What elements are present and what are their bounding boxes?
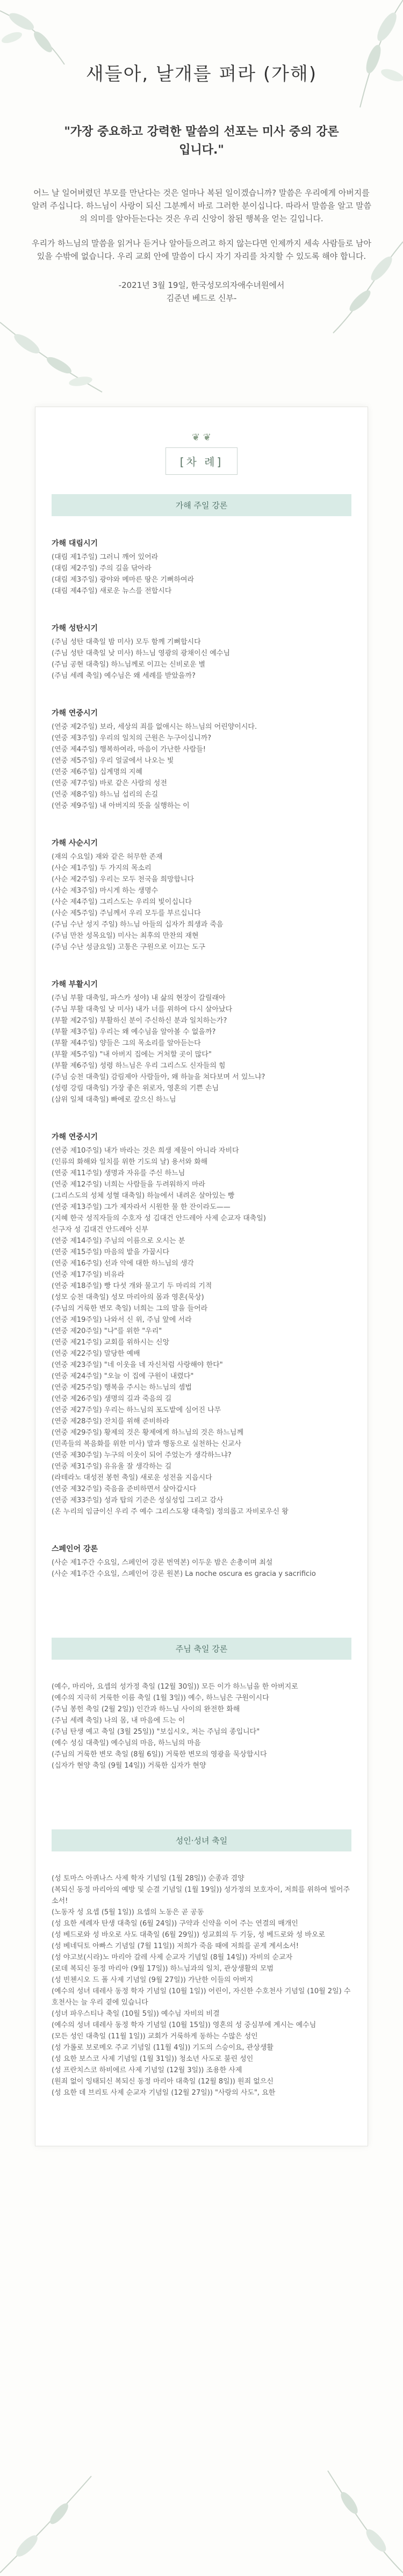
toc-entry[interactable]: (연중 제11주일) 생명과 자유를 주신 하느님	[52, 1169, 185, 1177]
toc-entry[interactable]: (성 프란치스코 하비에르 사제 기념일 (12월 3일)) 조용한 사제	[52, 2066, 242, 2074]
toc-entry[interactable]: (연중 제14주일) 주님의 이름으로 오시는 분	[52, 1237, 185, 1245]
toc-entry[interactable]: (사순 제1주간 수요일, 스페인어 강론 번역본) 이두운 밤은 손총이며 최설	[52, 1559, 273, 1567]
section-gap	[52, 1797, 351, 1829]
toc-entry[interactable]: (사순 제3주일) 마시게 하는 생명수	[52, 887, 159, 895]
toc-entry[interactable]: (연중 제6주일) 십계명의 지혜	[52, 768, 142, 776]
toc-entry[interactable]: (지혜 한국 성직자들의 수호자 성 김대건 안드레아 사제 순교자 대축일)	[52, 1214, 266, 1222]
toc-entry[interactable]: (성령 강림 대축일) 가장 좋은 위로자, 영혼의 기쁜 손님	[52, 1084, 219, 1092]
toc-entry[interactable]: (라테라노 대성전 봉헌 축일) 새로운 성전을 지읍시다	[52, 1474, 212, 1482]
toc-entry[interactable]: (사순 제5주일) 주님께서 우리 모두를 부르십니다	[52, 909, 201, 917]
toc-entry[interactable]: (연중 제25주일) 행복을 주시는 하느님의 셈법	[52, 1384, 192, 1392]
toc-entry[interactable]: (성 야고보(시라)노 마리아 갈레 사제 순교자 기념일 (8월 14일)) 자비의 순교자	[52, 1953, 293, 1962]
toc-list	[52, 1873, 351, 2099]
section-header: 가해 주일 강론	[52, 494, 351, 516]
toc-entry[interactable]: (연중 제7주일) 바로 같은 사람의 성전	[52, 779, 167, 787]
toc-entry[interactable]: (주님 세례 축일) 예수님은 왜 세례를 받았을까?	[52, 672, 196, 680]
toc-list	[52, 1557, 351, 1580]
toc-entry[interactable]: (연중 제20주일) "나"를 위한 "우리"	[52, 1327, 162, 1335]
toc-entry[interactable]: (연중 제31주일) 유유울 잘 생각하는 길	[52, 1463, 172, 1471]
toc-entry[interactable]: (연중 제4주일) 행복하여라, 마음이 가난한 사람들!	[52, 746, 206, 754]
section-header: 주님 축일 강론	[52, 1638, 351, 1660]
toc-entry[interactable]: (모든 성인 대축일 (11월 1일)) 교회가 거룩하게 동하는 수많은 성인	[52, 2032, 258, 2040]
toc-group-heading: 가해 대림시기	[52, 539, 98, 548]
toc-entry[interactable]: (예수의 성녀 데레사 동정 학자 기념일 (10월 15일)) 영혼의 성 중심부에 계시는 예수님	[52, 2021, 316, 2029]
toc-entry[interactable]: (연중 제13주일) 그가 제자라서 시원한 물 한 잔이라도——	[52, 1203, 231, 1211]
intro-text	[30, 186, 373, 263]
toc-entry[interactable]: (주님 만찬 성목요일) 미사는 최후의 만찬의 재현	[52, 932, 199, 940]
toc-list	[52, 1681, 351, 1771]
toc-entry[interactable]: (성 베네딕토 아빠스 기념일 (7월 11일)) 저희가 죽음 때에 저희를 곧게 계셔소서!	[52, 1942, 299, 1950]
toc-entry[interactable]: (성 베드로와 성 바오로 사도 대축일 (6월 29일)) 성교회의 두 기둥, 성 베드로와 성 바오로	[52, 1931, 325, 1939]
signature: -2021년 3월 19일, 한국성모의자애수녀원에서 김준년 베드로 신부-	[118, 280, 285, 303]
toc-entry[interactable]: (예수 성심 대축일) 예수님의 마음, 하느님의 마음	[52, 1739, 201, 1747]
leaf-decoration-bottom-left-icon	[0, 2471, 97, 2576]
toc-entry[interactable]: (성 요한 보스코 사제 기념일 (1월 31일)) 청소년 사도로 불린 성인	[52, 2055, 254, 2063]
toc-list	[52, 993, 351, 1105]
toc-entry[interactable]: (연중 제2주일) 보라, 세상의 죄를 없애시는 하느님의 어린양이시다.	[52, 723, 257, 731]
toc-entry[interactable]: (삼위 일체 대축일) 빠에로 갚으신 하느님	[52, 1096, 176, 1104]
toc-entry[interactable]: (연중 제33주일) 성과 탑의 기준은 성실성입 그리고 감사	[52, 1496, 224, 1504]
toc-group	[52, 538, 351, 597]
toc-entry[interactable]: (성 가롤로 보로메오 주교 기념일 (11월 4일)) 기도의 스승이요, 관상생활	[52, 2044, 274, 2052]
toc-list	[52, 851, 351, 953]
toc-entry[interactable]: (인류의 화해와 일치를 위한 기도의 날) 용서와 화해	[52, 1158, 208, 1166]
intro-paragraph: 어느 날 일어버렸던 부모를 만난다는 것은 얼마나 복된 일이겠습니까? 말씀은 우리에게 아버지를 알려 주십니다. 하느님이 사랑이 되신 그분께서 바로 그러한 분이십니다. 따라서 말씀을 알고 말씀의 의미를 알아듣는다는 것은 우리 신앙이 참된 행복을 얻는 길입니다.	[32, 188, 371, 223]
toc-entry[interactable]: (연중 제21주일) 교회를 위하시는 신앙	[52, 1338, 170, 1347]
section-gap	[52, 1605, 351, 1638]
toc-card	[35, 407, 368, 2146]
toc-entry[interactable]: (성 요한 데 브리토 사제 순교자 기념일 (12월 27일)) "사랑의 사도", 요한	[52, 2089, 276, 2097]
toc-entry[interactable]: (부활 제5주일) "내 아버지 집에는 거처할 곳이 많다"	[52, 1051, 212, 1059]
toc-entry[interactable]: (주님 부활 대축일 낮 미사) 내가 너를 위하여 다시 살아났다	[52, 1005, 233, 1014]
page-title: 새들아, 날개를 펴라 (가해)	[85, 63, 318, 85]
toc-entry[interactable]: (온 누리의 임금이신 우리 주 예수 그리스도왕 대축일) 정의롭고 자비로우신 왕	[52, 1508, 289, 1516]
toc-entry[interactable]: (원죄 없이 잉태되신 복되신 동정 마리아 대축일 (12월 8일)) 원죄 없으신	[52, 2078, 274, 2086]
toc-group	[52, 1681, 351, 1771]
toc-entry[interactable]: (부활 제3주일) 우리는 왜 예수님을 알아볼 수 없을까?	[52, 1028, 216, 1036]
toc-header	[52, 432, 351, 475]
toc-entry[interactable]: (대림 제4주일) 새로운 뉴스를 전합시다	[52, 587, 172, 595]
toc-group	[52, 1131, 351, 1517]
toc-entry[interactable]: (사순 제1주일) 두 가지의 목소리	[52, 864, 152, 872]
toc-entry[interactable]: (연중 제23주일) "네 이웃을 네 자신처럼 사랑해야 한다"	[52, 1361, 223, 1369]
toc-list	[52, 721, 351, 812]
toc-group-heading: 가해 사순시기	[52, 839, 98, 848]
toc-entry[interactable]: (노동자 성 요셉 (5월 1일)) 요셉의 노동은 곧 공동	[52, 1908, 204, 1916]
toc-group-heading: 스페인어 강론	[52, 1545, 98, 1553]
toc-entry[interactable]: (부활 제2주일) 부활하신 분이 주신하신 분과 일치하는가?	[52, 1017, 227, 1025]
toc-entry[interactable]: (사순 제4주일) 그리스도는 우리의 빛이십니다	[52, 898, 192, 906]
toc-group	[52, 707, 351, 812]
toc-entry[interactable]: (성녀 파우스티나 축일 (10월 5일)) 예수님 자비의 비결	[52, 2010, 220, 2018]
toc-group	[52, 1873, 351, 2099]
toc-entry[interactable]: (민족들의 복음화를 위한 미사) 말과 행동으로 실천하는 신교사	[52, 1440, 242, 1448]
toc-group-heading: 가해 연중시기	[52, 1133, 98, 1141]
lead-quote: "가장 중요하고 강력한 말씀의 선포는 미사 중의 강론입니다."	[64, 125, 339, 157]
toc-entry[interactable]: (로데 복되신 동정 마리아 (9월 17일)) 하느님과의 일치, 관상생활의 모범	[52, 1965, 274, 1973]
toc-entry[interactable]: (대림 제3주일) 광야와 메마른 땅은 기뻐하여라	[52, 576, 195, 584]
toc-entry[interactable]: (예수, 마리아, 요셉의 성가정 축일 (12월 30일)) 모든 이가 하느님을 한 아버지로	[52, 1683, 298, 1691]
toc-sections	[52, 494, 351, 2099]
toc-entry[interactable]: (성 요한 세례자 탄생 대축일 (6월 24일)) 구약과 신약을 이어 주는 연결의 매개인	[52, 1920, 298, 1928]
toc-entry[interactable]: (연중 제8주일) 하느님 섭리의 손길	[52, 791, 159, 799]
toc-entry[interactable]: (주님 수난 성금요일) 고통은 구원으로 이끄는 도구	[52, 943, 206, 951]
toc-entry[interactable]: (예수의 지극히 거룩한 이름 축일 (1월 3일)) 예수, 하느님은 구원이시다	[52, 1694, 269, 1702]
toc-entry[interactable]: (연중 제28주일) 잔치를 위해 준비하라	[52, 1417, 170, 1426]
toc-entry[interactable]: (주님 탄생 예고 축일 (3월 25일)) "보십시오, 저는 주님의 종입니다"	[52, 1728, 260, 1736]
toc-entry[interactable]: (연중 제32주일) 죽음을 준비하면서 살아갑시다	[52, 1485, 197, 1493]
toc-entry[interactable]: (연중 제3주일) 우리의 일치의 근원은 누구이십니까?	[52, 734, 212, 742]
toc-entry[interactable]: (대림 제1주일) 그러니 깨어 있어라	[52, 553, 159, 561]
hero	[0, 0, 403, 305]
toc-entry[interactable]: (부활 제4주일) 양들은 그의 목소리를 알아듣는다	[52, 1039, 201, 1047]
toc-entry[interactable]: (주님 성탄 대축일 밤 미사) 모두 함께 기뻐합시다	[52, 638, 201, 646]
toc-title: [차 례]	[165, 447, 238, 475]
toc-entry[interactable]: (주님 부활 대축일, 파스카 성야) 내 삶의 현장이 갈릴래아	[52, 994, 226, 1002]
toc-entry[interactable]: (연중 제12주일) 너희는 사람들을 두려워하지 마라	[52, 1181, 205, 1189]
toc-group	[52, 623, 351, 682]
toc-entry[interactable]: (부활 제6주일) 성령 하느님은 우리 그리스도 신자들의 힘	[52, 1062, 226, 1070]
toc-entry[interactable]: (예수의 성녀 데레사 동정 학자 기념일 (10월 1일)) 어린이, 자신한 수호천사 기념일 (10월 2일) 수호천사는 늘 우리 곁에 있습니다	[52, 1987, 351, 2007]
toc-entry[interactable]: (주님 봉헌 축일 (2월 2일)) 인간과 하느님 사이의 완전한 화해	[52, 1705, 240, 1713]
toc-list	[52, 636, 351, 682]
toc-entry[interactable]: (연중 제22주일) 말당한 예배	[52, 1350, 140, 1358]
leaf-decoration-bottom-right-icon	[317, 2460, 403, 2576]
intro-paragraph: 우리가 하느님의 말씀을 읽거나 듣거나 알아들으려고 하지 않는다면 인제까지 세속 사람들로 남아 있을 수밖에 없습니다. 우리 교회 안에 말씀이 다시 자기 자리를 차지할 수 있도록 해야 합니다.	[31, 238, 372, 261]
section-header: 성인·성녀 축일	[52, 1829, 351, 1851]
toc-entry[interactable]: (연중 제9주일) 내 아버지의 뜻을 실행하는 이	[52, 802, 190, 810]
toc-list	[52, 552, 351, 597]
toc-entry[interactable]: (재의 수요일) 재와 같은 허무한 존재	[52, 853, 163, 861]
toc-entry[interactable]: (십자가 현양 축일 (9월 14일)) 거룩한 십자가 현양	[52, 1762, 206, 1770]
toc-entry[interactable]: (연중 제17주일) 비유라	[52, 1271, 125, 1279]
toc-entry[interactable]: (연중 제10주일) 내가 바라는 것은 희생 제물이 아니라 자비다	[52, 1147, 239, 1155]
toc-entry[interactable]: (연중 제16주일) 선과 악에 대한 하느님의 생각	[52, 1260, 194, 1268]
toc-group-heading: 가해 연중시기	[52, 709, 98, 718]
toc-entry[interactable]: (주님 수난 성지 주일) 하느님 아들의 십자가 희생과 죽음	[52, 921, 224, 929]
toc-entry[interactable]: (연중 제19주일) 나와서 신 위, 주님 앞에 서라	[52, 1316, 192, 1324]
toc-entry[interactable]: (주님 세례 축일) 나의 몸, 내 마음에 드는 이	[52, 1717, 185, 1725]
toc-entry[interactable]: (연중 제30주일) 누구의 이웃이 되어 주었는가 생각하느냐?	[52, 1451, 232, 1459]
toc-entry[interactable]: (연중 제5주일) 우리 얼굴에서 나오는 빛	[52, 757, 174, 765]
toc-entry[interactable]: (연중 제18주일) 빵 다섯 개와 물고기 두 마리의 기적	[52, 1282, 212, 1290]
toc-entry[interactable]: (연중 제27주일) 우리는 하느님의 포도밭에 심어진 나무	[52, 1406, 221, 1414]
toc-entry[interactable]: (주님의 거룩한 변모 축일 (8월 6일)) 거룩한 변모의 영광을 묵상합시다	[52, 1750, 267, 1759]
toc-entry[interactable]: (복되신 동정 마리아의 예방 및 순결 기념일 (1월 19일)) 성가정의 보호자이, 저희를 위하여 빌어주소서!	[52, 1886, 350, 1905]
toc-entry[interactable]: (주님 공현 대축일) 하느님께로 이끄는 신비로운 별	[52, 661, 206, 669]
toc-group	[52, 837, 351, 953]
toc-entry[interactable]: (주님 성탄 대축일 낮 미사) 하느님 영광의 광채이신 예수님	[52, 649, 231, 657]
toc-entry[interactable]: (연중 제24주일) "오늘 이 집에 구원이 내렸다"	[52, 1372, 194, 1380]
toc-entry[interactable]: (주님 승천 대축일) 감림제아 사람들아, 왜 하늘을 쳐다보며 서 있느냐?	[52, 1073, 265, 1081]
leaf-ornament-icon: ❦ ❦	[192, 432, 211, 443]
toc-entry[interactable]: (사순 제2주일) 우리는 모두 천국을 희망합니다	[52, 875, 195, 884]
toc-group	[52, 1543, 351, 1580]
toc-entry[interactable]: (연중 제15주일) 마음의 밭을 가꿉시다	[52, 1248, 170, 1256]
leaf-decoration-middle-left-icon	[0, 301, 107, 408]
toc-entry[interactable]: (성 토마스 아퀴나스 사제 학자 기념일 (1월 28일)) 순종과 겸양	[52, 1875, 244, 1883]
toc-entry[interactable]: (연중 제29주일) 황제의 것은 황제에게 하느님의 것은 하느님께	[52, 1429, 244, 1437]
toc-entry[interactable]: (그리스도의 성체 성혈 대축일) 하늘에서 내려온 살아있는 빵	[52, 1192, 235, 1200]
toc-entry[interactable]: (주님의 거룩한 변모 축일) 너희는 그의 말을 들어라	[52, 1305, 208, 1313]
toc-entry[interactable]: 선구자 성 김대건 안드레아 신부	[52, 1226, 148, 1234]
toc-entry[interactable]: (대림 제2주일) 주의 길을 닦아라	[52, 565, 152, 573]
toc-entry[interactable]: (성 빈첸시오 드 폴 사제 기념일 (9월 27일)) 가난한 이들의 아버지	[52, 1976, 254, 1984]
toc-list	[52, 1145, 351, 1517]
toc-group-heading: 가해 부활시기	[52, 980, 98, 989]
toc-entry[interactable]: (사순 제1주간 수요일, 스페인어 강론 원본) La noche oscura es gracia y sacrificio	[52, 1570, 316, 1578]
toc-entry[interactable]: (연중 제26주일) 생명의 길과 죽음의 길	[52, 1395, 172, 1403]
toc-group	[52, 979, 351, 1105]
toc-group-heading: 가해 성탄시기	[52, 624, 98, 633]
toc-entry[interactable]: (성모 승천 대축일) 성모 마리아의 몸과 영혼(묵상)	[52, 1293, 204, 1301]
